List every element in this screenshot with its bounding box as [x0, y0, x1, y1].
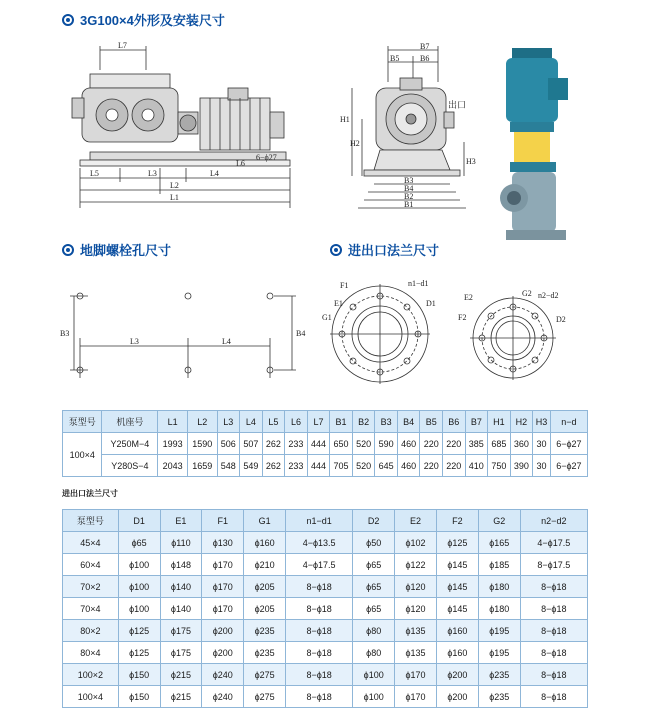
table-cell: 1590 — [187, 433, 217, 455]
table-cell: 645 — [375, 455, 398, 477]
table-cell: ϕ130 — [202, 532, 244, 554]
table-cell: ϕ205 — [244, 576, 286, 598]
table-cell: ϕ175 — [160, 620, 202, 642]
table-cell: 233 — [285, 455, 308, 477]
header-cell: n2−d2 — [520, 510, 587, 532]
table-cell: 4−ϕ13.5 — [286, 532, 353, 554]
table-cell: 8−ϕ18 — [286, 686, 353, 708]
table-row — [63, 455, 588, 477]
table-row — [63, 664, 588, 686]
dim-L4: L4 — [210, 169, 219, 178]
table-cell: ϕ235 — [478, 686, 520, 708]
table-cell: 444 — [307, 455, 330, 477]
front-view-drawing — [338, 42, 478, 217]
bolt-plan-drawing — [60, 278, 310, 388]
dim-B2: B2 — [404, 192, 414, 201]
table-cell: ϕ80 — [353, 642, 395, 664]
table-cell: 1659 — [187, 455, 217, 477]
table-cell: ϕ140 — [160, 598, 202, 620]
table-cell: 100×4 — [63, 686, 119, 708]
table-cell: 705 — [330, 455, 353, 477]
table-cell: ϕ100 — [118, 554, 160, 576]
table-cell: 80×4 — [63, 642, 119, 664]
table-cell: ϕ110 — [160, 532, 202, 554]
dim-B7: B7 — [420, 42, 430, 51]
table-cell: 520 — [352, 455, 375, 477]
dim-L3-plan: L3 — [130, 337, 139, 346]
table-row — [63, 532, 588, 554]
table-cell: 8−ϕ18 — [520, 664, 587, 686]
table-cell: ϕ80 — [353, 620, 395, 642]
table-cell: ϕ180 — [478, 576, 520, 598]
table-cell: Y280S−4 — [102, 455, 158, 477]
table-cell: ϕ50 — [353, 532, 395, 554]
header-cell: E1 — [160, 510, 202, 532]
bolt-title-text: 地脚螺栓孔尺寸 — [80, 243, 172, 258]
table-cell: ϕ135 — [395, 620, 437, 642]
table-cell: 220 — [443, 433, 466, 455]
table-cell: ϕ145 — [436, 554, 478, 576]
dim-H3: H3 — [466, 157, 476, 166]
header-cell: G2 — [478, 510, 520, 532]
table-cell: 8−ϕ18 — [520, 576, 587, 598]
table-cell: 360 — [510, 433, 533, 455]
table-cell: 220 — [443, 455, 466, 477]
pump-photo — [492, 38, 602, 253]
table-cell: ϕ102 — [395, 532, 437, 554]
circle-bullet-icon — [330, 244, 342, 256]
dim-n2d2: n2−d2 — [538, 291, 559, 300]
header-cell: n−d — [550, 411, 587, 433]
header-cell: B6 — [443, 411, 466, 433]
table-cell: 4−ϕ17.5 — [286, 554, 353, 576]
dim-L5: L5 — [90, 169, 99, 178]
table-cell: 220 — [420, 433, 443, 455]
header-cell: 机座号 — [102, 411, 158, 433]
table-cell: 8−ϕ18 — [520, 686, 587, 708]
table-cell: 70×4 — [63, 598, 119, 620]
table-cell: 549 — [240, 455, 263, 477]
outline-section-title — [62, 10, 225, 29]
header-cell: H3 — [533, 411, 551, 433]
header-cell: L5 — [262, 411, 285, 433]
table-cell: 100×2 — [63, 664, 119, 686]
dim-B3-plan: B3 — [60, 329, 70, 338]
header-cell: E2 — [395, 510, 437, 532]
circle-bullet-icon — [62, 14, 74, 26]
table-cell: ϕ170 — [395, 686, 437, 708]
flange-section-title — [330, 240, 439, 259]
header-cell: B7 — [465, 411, 488, 433]
dim-B4-plan: B4 — [296, 329, 306, 338]
pump-model-cell: 100×4 — [63, 433, 102, 477]
header-cell: L2 — [187, 411, 217, 433]
table-cell: 60×4 — [63, 554, 119, 576]
table-cell: ϕ215 — [160, 664, 202, 686]
table-cell: 8−ϕ18 — [520, 642, 587, 664]
circle-bullet-icon — [62, 244, 74, 256]
table-cell: ϕ235 — [244, 642, 286, 664]
table-row — [63, 620, 588, 642]
table-cell: 410 — [465, 455, 488, 477]
header-cell: H2 — [510, 411, 533, 433]
table-cell: ϕ135 — [395, 642, 437, 664]
table-cell: 30 — [533, 433, 551, 455]
table-cell: 45×4 — [63, 532, 119, 554]
table-cell: ϕ275 — [244, 686, 286, 708]
table-cell: ϕ145 — [436, 598, 478, 620]
dim-E2: E2 — [464, 293, 473, 302]
table-cell: ϕ200 — [202, 642, 244, 664]
dim-L7: L7 — [118, 41, 127, 50]
table-cell: ϕ210 — [244, 554, 286, 576]
table-header-row — [63, 411, 588, 433]
dim-G1: G1 — [322, 313, 332, 322]
table-cell: ϕ100 — [118, 576, 160, 598]
header-cell: B3 — [375, 411, 398, 433]
dim-E1: E1 — [334, 299, 343, 308]
flange-table-caption: 进出口法兰尺寸 — [62, 489, 118, 498]
dim-L3: L3 — [148, 169, 157, 178]
header-cell: G1 — [244, 510, 286, 532]
table-cell: ϕ65 — [118, 532, 160, 554]
table-cell: ϕ100 — [353, 686, 395, 708]
table-cell: ϕ170 — [395, 664, 437, 686]
table-cell: ϕ235 — [478, 664, 520, 686]
table-cell: 590 — [375, 433, 398, 455]
dim-L4-plan: L4 — [222, 337, 231, 346]
table-cell: ϕ200 — [436, 686, 478, 708]
table-cell: ϕ125 — [118, 620, 160, 642]
dim-D2: D2 — [556, 315, 566, 324]
table-cell: 8−ϕ18 — [286, 664, 353, 686]
table-cell: ϕ160 — [244, 532, 286, 554]
side-view-drawing — [60, 40, 300, 215]
table-cell: ϕ240 — [202, 664, 244, 686]
table-cell: 2043 — [158, 455, 188, 477]
inlet-flange-drawing — [320, 272, 450, 390]
header-cell: 泵型号 — [63, 411, 102, 433]
table-cell: 233 — [285, 433, 308, 455]
table-cell: 685 — [488, 433, 511, 455]
table-row — [63, 642, 588, 664]
table-cell: Y250M−4 — [102, 433, 158, 455]
table-cell: 444 — [307, 433, 330, 455]
outline-title-text: 3G100×4外形及安装尺寸 — [80, 13, 225, 28]
flange-table — [62, 509, 588, 708]
dim-B6: B6 — [420, 54, 430, 63]
table-cell: ϕ65 — [353, 554, 395, 576]
outlet-label: 出口 — [448, 100, 467, 110]
header-cell: F1 — [202, 510, 244, 532]
header-cell: L1 — [158, 411, 188, 433]
table-cell: ϕ100 — [118, 598, 160, 620]
dim-D1: D1 — [426, 299, 436, 308]
table-cell: ϕ195 — [478, 620, 520, 642]
header-cell: D2 — [353, 510, 395, 532]
table-cell: 385 — [465, 433, 488, 455]
dim-B1: B1 — [404, 200, 414, 209]
outlet-flange-drawing — [458, 288, 578, 388]
header-cell: B1 — [330, 411, 353, 433]
table-cell: ϕ185 — [478, 554, 520, 576]
table-cell: ϕ195 — [478, 642, 520, 664]
table-row — [63, 686, 588, 708]
table-cell: ϕ122 — [395, 554, 437, 576]
table-row — [63, 554, 588, 576]
table-cell: 4−ϕ17.5 — [520, 532, 587, 554]
table-cell: ϕ170 — [202, 598, 244, 620]
dim-B3: B3 — [404, 176, 414, 185]
table-cell: ϕ170 — [202, 554, 244, 576]
header-cell: H1 — [488, 411, 511, 433]
header-cell: B4 — [397, 411, 420, 433]
table-cell: 520 — [352, 433, 375, 455]
table-cell: ϕ125 — [436, 532, 478, 554]
dim-B4: B4 — [404, 184, 414, 193]
dim-L6: L6 — [236, 159, 245, 168]
table-cell: 750 — [488, 455, 511, 477]
dimension-table — [62, 410, 588, 477]
table-cell: 8−ϕ18 — [286, 642, 353, 664]
table-cell: ϕ150 — [118, 686, 160, 708]
table-cell: 8−ϕ18 — [520, 598, 587, 620]
table-row — [63, 598, 588, 620]
table-cell: ϕ160 — [436, 642, 478, 664]
dim-L1: L1 — [170, 193, 179, 202]
table-cell: ϕ275 — [244, 664, 286, 686]
table-cell: ϕ150 — [118, 664, 160, 686]
table-header-row — [63, 510, 588, 532]
table-cell: ϕ170 — [202, 576, 244, 598]
table-cell: 390 — [510, 455, 533, 477]
dim-G2: G2 — [522, 289, 532, 298]
header-cell: F2 — [436, 510, 478, 532]
header-cell: B5 — [420, 411, 443, 433]
table-cell: 6−ϕ27 — [550, 455, 587, 477]
flange-title-text: 进出口法兰尺寸 — [348, 243, 440, 258]
header-cell: L4 — [240, 411, 263, 433]
table-row — [63, 576, 588, 598]
table-cell: 460 — [397, 455, 420, 477]
table-cell: 6−ϕ27 — [550, 433, 587, 455]
table-cell: ϕ160 — [436, 620, 478, 642]
bolt-section-title — [62, 240, 171, 259]
table-cell: ϕ180 — [478, 598, 520, 620]
table-row — [63, 433, 588, 455]
dim-B5: B5 — [390, 54, 400, 63]
table-cell: ϕ65 — [353, 576, 395, 598]
table-cell: ϕ125 — [118, 642, 160, 664]
dim-H1: H1 — [340, 115, 350, 124]
table-cell: 30 — [533, 455, 551, 477]
table-cell: ϕ120 — [395, 598, 437, 620]
table-cell: 220 — [420, 455, 443, 477]
table-cell: 8−ϕ18 — [520, 620, 587, 642]
dim-F2: F2 — [458, 313, 467, 322]
table-cell: ϕ240 — [202, 686, 244, 708]
header-cell: D1 — [118, 510, 160, 532]
table-cell: 70×2 — [63, 576, 119, 598]
table-cell: 460 — [397, 433, 420, 455]
header-cell: L7 — [307, 411, 330, 433]
table-cell: 506 — [217, 433, 240, 455]
table-cell: ϕ145 — [436, 576, 478, 598]
dim-L2: L2 — [170, 181, 179, 190]
header-cell: 泵型号 — [63, 510, 119, 532]
table-cell: ϕ165 — [478, 532, 520, 554]
table-cell: 8−ϕ18 — [286, 598, 353, 620]
table-cell: 1993 — [158, 433, 188, 455]
table-cell: 507 — [240, 433, 263, 455]
table-cell: ϕ205 — [244, 598, 286, 620]
header-cell: L6 — [285, 411, 308, 433]
dim-nd: 6−ϕ27 — [256, 153, 277, 162]
table-cell: ϕ100 — [353, 664, 395, 686]
table-cell: 8−ϕ17.5 — [520, 554, 587, 576]
dim-n1d1: n1−d1 — [408, 279, 429, 288]
table-cell: 548 — [217, 455, 240, 477]
table-cell: ϕ148 — [160, 554, 202, 576]
table-cell: ϕ65 — [353, 598, 395, 620]
table-cell: ϕ120 — [395, 576, 437, 598]
table-cell: ϕ235 — [244, 620, 286, 642]
table-cell: 262 — [262, 433, 285, 455]
table-cell: ϕ140 — [160, 576, 202, 598]
header-cell: L3 — [217, 411, 240, 433]
dim-F1: F1 — [340, 281, 349, 290]
table-cell: ϕ200 — [436, 664, 478, 686]
table-cell: 650 — [330, 433, 353, 455]
table-cell: ϕ175 — [160, 642, 202, 664]
dim-H2: H2 — [350, 139, 360, 148]
header-cell: B2 — [352, 411, 375, 433]
header-cell: n1−d1 — [286, 510, 353, 532]
table-cell: ϕ215 — [160, 686, 202, 708]
table-cell: 80×2 — [63, 620, 119, 642]
table-cell: 8−ϕ18 — [286, 620, 353, 642]
table-cell: ϕ200 — [202, 620, 244, 642]
table-cell: 8−ϕ18 — [286, 576, 353, 598]
table-cell: 262 — [262, 455, 285, 477]
